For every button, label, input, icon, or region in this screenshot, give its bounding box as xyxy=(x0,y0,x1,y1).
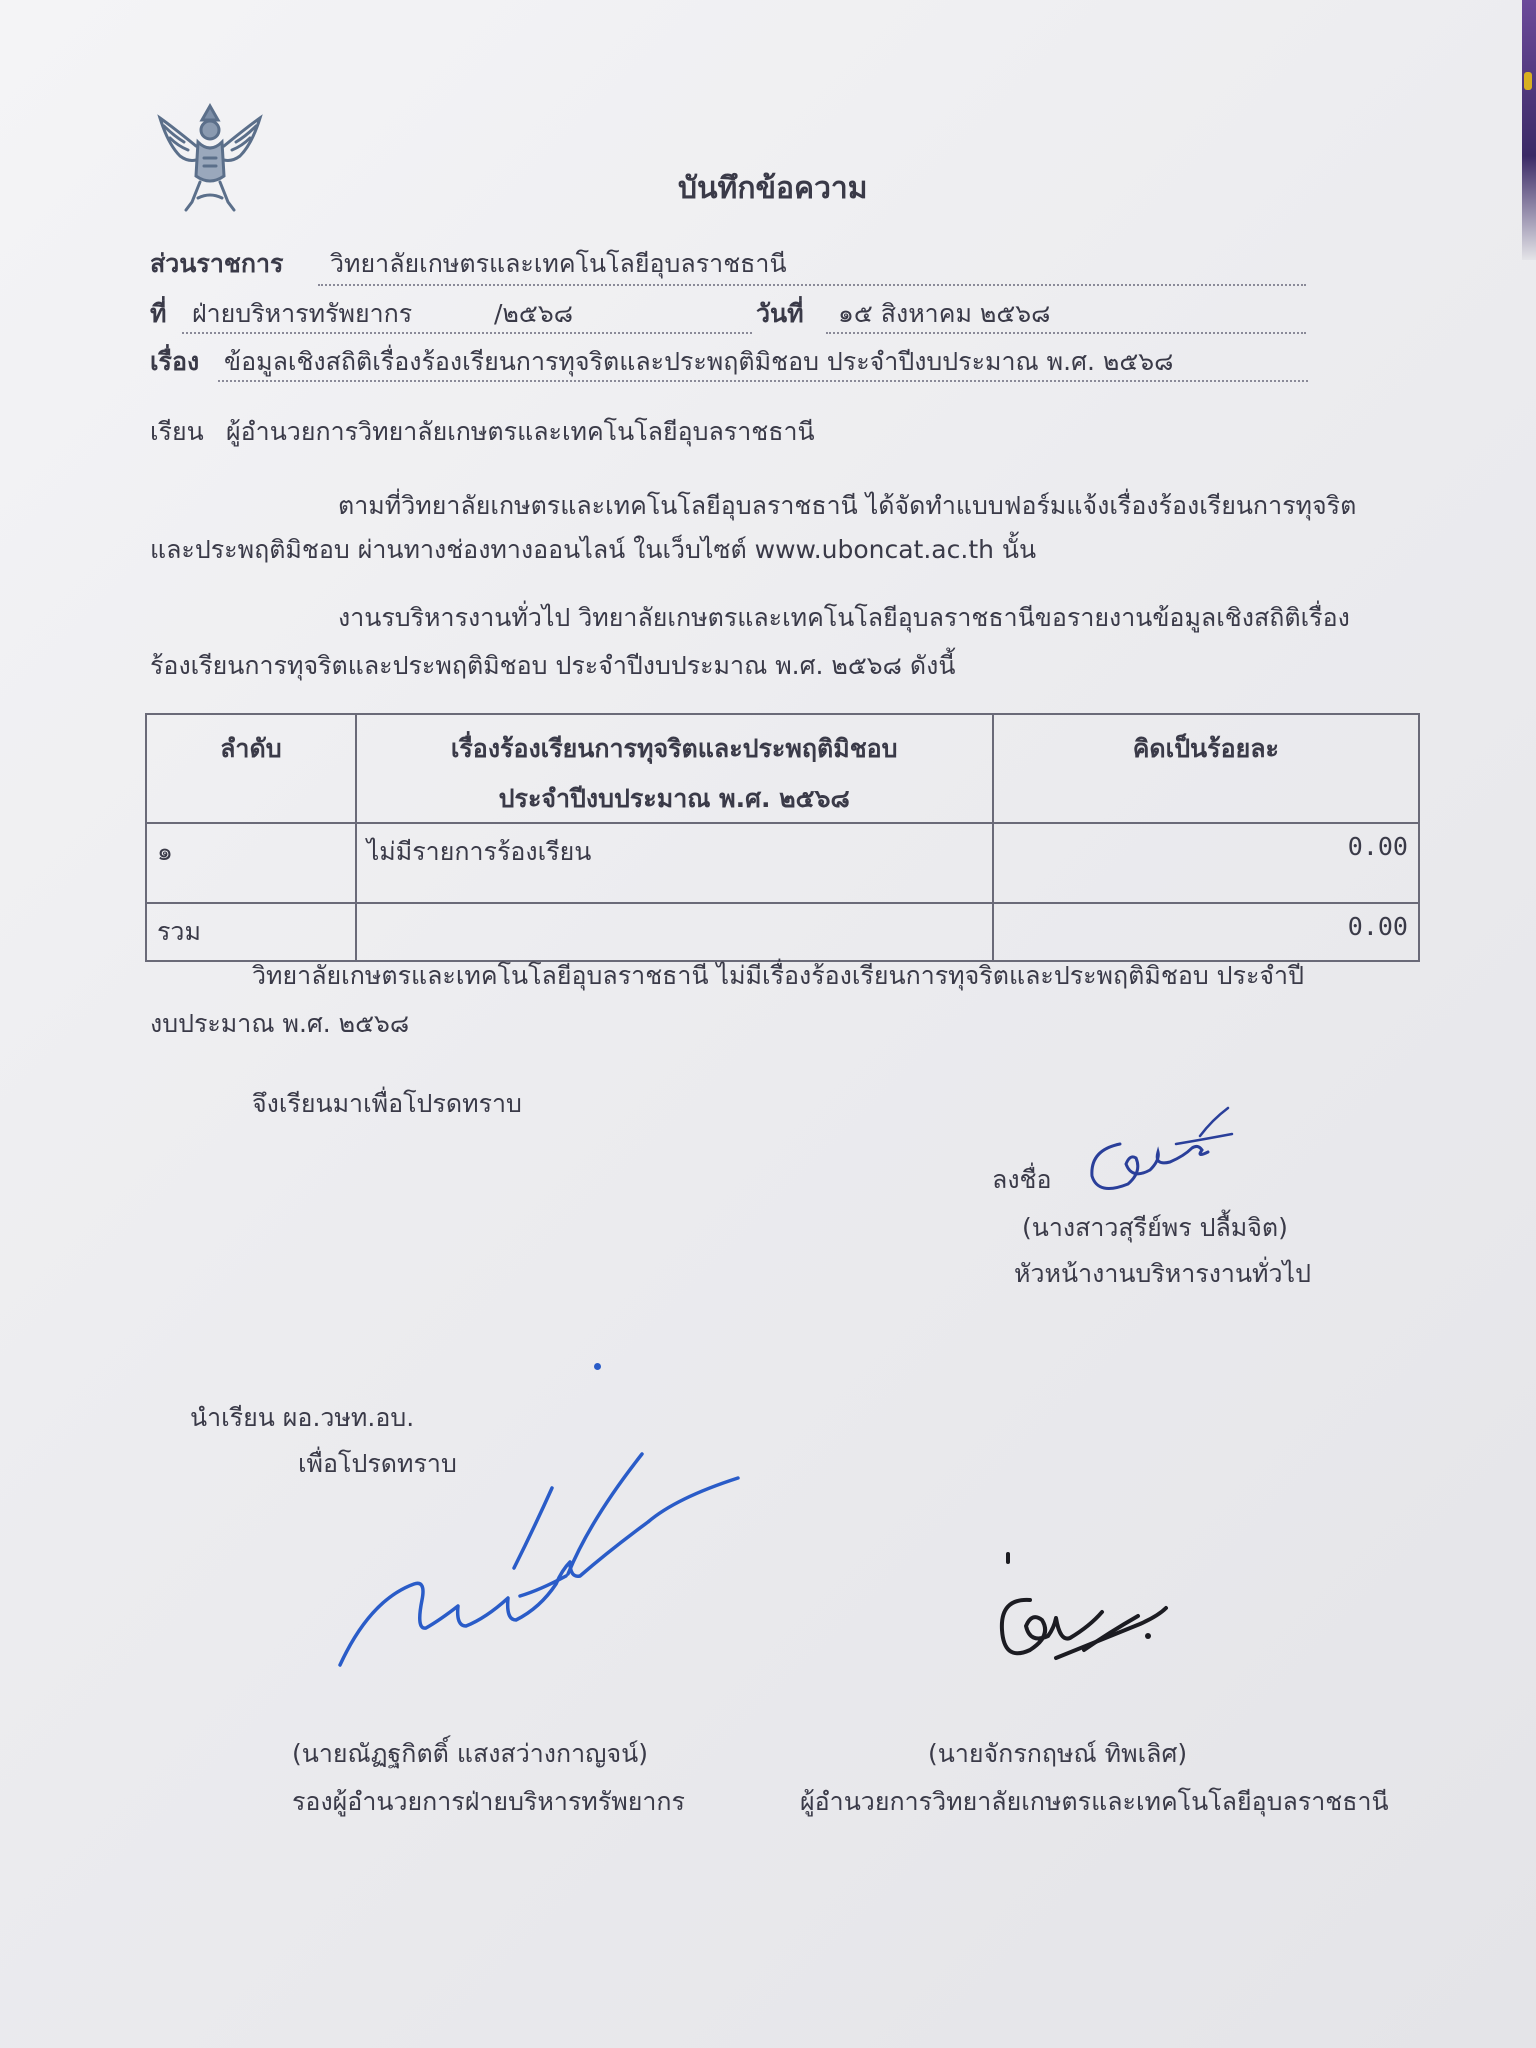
garuda-emblem xyxy=(150,98,270,218)
closing-line: จึงเรียนมาเพื่อโปรดทราบ xyxy=(252,1089,522,1118)
ink-dot xyxy=(594,1363,601,1370)
agency-label: ส่วนราชการ xyxy=(150,249,284,278)
total-percent: 0.00 xyxy=(993,903,1419,961)
row-no: ๑ xyxy=(146,823,356,903)
agency-dotline xyxy=(318,284,1306,286)
to-label: เรียน xyxy=(150,417,204,446)
header-subject-line1: เรื่องร้องเรียนการทุจริตและประพฤติมิชอบ xyxy=(450,734,898,763)
endorsement-line2: เพื่อโปรดทราบ xyxy=(298,1449,457,1478)
para2-line1: งานรบริหารงานทั่วไป วิทยาลัยเกษตรและเทคโนโลยีอุบลราชธานีขอรายงานข้อมูลเชิงสถิติเรื่อง xyxy=(338,603,1350,632)
header-percent: คิดเป็นร้อยละ xyxy=(993,714,1419,823)
header-subject xyxy=(356,714,993,823)
header-no: ลำดับ xyxy=(146,714,356,823)
header-subject-line2: ประจำปีงบประมาณ พ.ศ. ๒๕๖๘ xyxy=(498,784,850,813)
signature-1-position: หัวหน้างานบริหารงานทั่วไป xyxy=(1014,1259,1311,1288)
background-object-dot xyxy=(1524,72,1532,90)
signature-3-position: ผู้อำนวยการวิทยาลัยเกษตรและเทคโนโลยีอุบลราชธานี xyxy=(800,1787,1389,1816)
date-dotline xyxy=(826,332,1306,334)
row-item: ไม่มีรายการร้องเรียน xyxy=(356,823,993,903)
signature-3-name: (นายจักรกฤษณ์ ทิพเลิศ) xyxy=(928,1739,1188,1768)
table-header-row xyxy=(146,714,1419,823)
date-label: วันที่ xyxy=(756,299,804,328)
signature-1-name: (นางสาวสุรีย์พร ปลื้มจิต) xyxy=(1022,1213,1288,1242)
agency-value: วิทยาลัยเกษตรและเทคโนโลยีอุบลราชธานี xyxy=(330,249,787,278)
ref-dotline xyxy=(182,332,752,334)
background-object-edge xyxy=(1522,0,1536,260)
para3-line1: วิทยาลัยเกษตรและเทคโนโลยีอุบลราชธานี ไม่มีเรื่องร้องเรียนการทุจริตและประพฤติมิชอบ ประจำปี xyxy=(252,961,1304,990)
total-empty-cell xyxy=(356,903,993,961)
signature-2-position: รองผู้อำนวยการฝ่ายบริหารทรัพยากร xyxy=(292,1787,685,1816)
ref-number: /๒๕๖๘ xyxy=(494,299,573,328)
signature-1-scribble xyxy=(1080,1100,1240,1200)
statistics-table xyxy=(145,713,1420,962)
endorsement-line1: นำเรียน ผอ.วษท.อบ. xyxy=(190,1403,415,1432)
signature-2-name: (นายณัฏฐกิตติ์ แสงสว่างกาญจน์) xyxy=(292,1739,648,1768)
subject-value: ข้อมูลเชิงสถิติเรื่องร้องเรียนการทุจริตและประพฤติมิชอบ ประจำปีงบประมาณ พ.ศ. ๒๕๖๘ xyxy=(224,347,1174,376)
para1-line2: และประพฤติมิชอบ ผ่านทางช่องทางออนไลน์ ในเว็บไซต์ www.uboncat.ac.th นั้น xyxy=(150,535,1037,564)
memo-title: บันทึกข้อความ xyxy=(678,171,868,206)
subject-dotline xyxy=(218,380,1308,382)
para3-line2: งบประมาณ พ.ศ. ๒๕๖๘ xyxy=(150,1009,410,1038)
signature-2-scribble xyxy=(330,1450,750,1680)
ref-label: ที่ xyxy=(150,299,167,328)
sign-label: ลงชื่อ xyxy=(992,1165,1052,1194)
signature-3-scribble xyxy=(990,1550,1180,1680)
date-value: ๑๕ สิงหาคม ๒๕๖๘ xyxy=(838,299,1051,328)
para2-line2: ร้องเรียนการทุจริตและประพฤติมิชอบ ประจำปีงบประมาณ พ.ศ. ๒๕๖๘ ดังนี้ xyxy=(150,651,956,680)
ref-value: ฝ่ายบริหารทรัพยากร xyxy=(192,299,413,328)
subject-label: เรื่อง xyxy=(150,347,200,376)
total-label: รวม xyxy=(146,903,356,961)
table-total-row xyxy=(146,903,1419,961)
table-row xyxy=(146,823,1419,903)
to-value: ผู้อำนวยการวิทยาลัยเกษตรและเทคโนโลยีอุบลราชธานี xyxy=(226,417,815,446)
para1-line1: ตามที่วิทยาลัยเกษตรและเทคโนโลยีอุบลราชธานี ได้จัดทำแบบฟอร์มแจ้งเรื่องร้องเรียนการทุจริต xyxy=(338,491,1357,520)
row-percent: 0.00 xyxy=(993,823,1419,903)
